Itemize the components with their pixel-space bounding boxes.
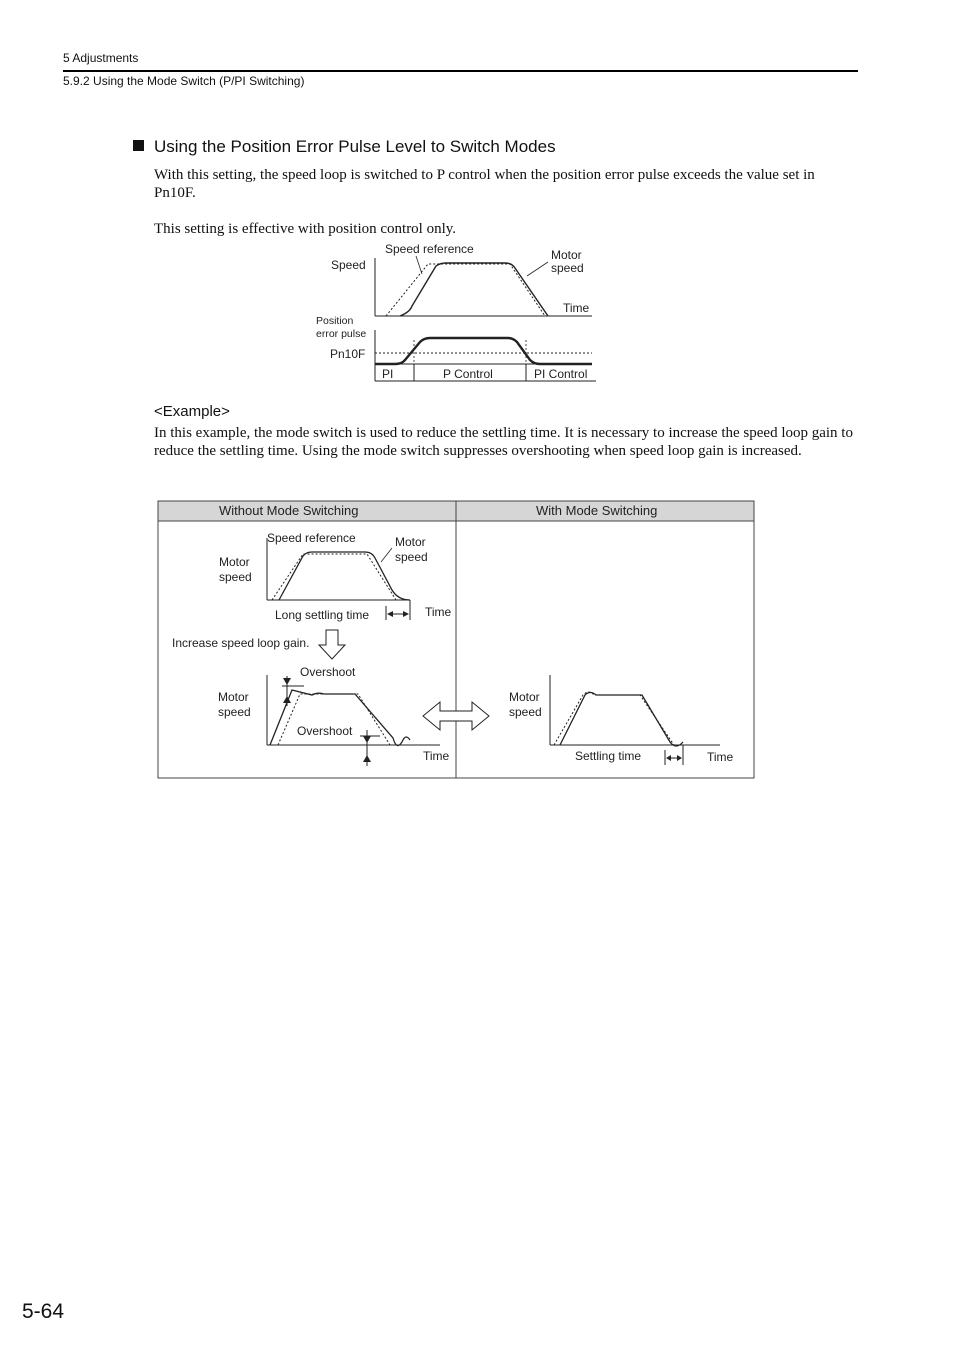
col-without-mode-switching: Without Mode Switching [219,503,359,518]
left1-motor-a: Motor [395,535,426,549]
left2-overshoot-top: Overshoot [300,665,356,679]
fig1-pn10f-label: Pn10F [330,347,366,361]
example-paragraph: In this example, the mode switch is used to reduce the settling time. It is necessary to increase the speed loop gain to reduce the settling time. Using the mode switch suppresses overshooting when speed loop gain is increased. [154,425,853,459]
fig1-speed-reference-label: Speed reference [385,242,474,256]
col-with-mode-switching: With Mode Switching [536,503,658,518]
left1-time: Time [425,605,452,619]
fig1-position-label: Position [316,315,354,327]
left1-motor-b: Motor [219,555,250,569]
fig1-seg-pi-control: PI Control [534,367,588,381]
fig1-motor-label: Motor [551,248,582,262]
right-settling-time: Settling time [575,749,642,763]
section-heading: Using the Position Error Pulse Level to Switch Modes [154,137,556,156]
down-arrow-icon [319,630,345,659]
increase-gain-text: Increase speed loop gain. [172,636,310,650]
paragraph-2: This setting is effective with position control only. [154,221,457,237]
speed-reference-curve [386,264,545,316]
fig1-time-label: Time [563,301,590,315]
left1-long-settling: Long settling time [275,608,370,622]
position-error-curve [375,338,592,364]
left1-speed-b: speed [219,570,252,584]
fig1-speed2-label: speed [551,261,584,275]
right-motor: Motor [509,690,540,704]
right-time: Time [707,750,734,764]
figure-position-error-switching [0,0,954,400]
fig1-seg-p-control: P Control [443,367,493,381]
left1-speed-reference: Speed reference [267,531,356,545]
fig1-speed-label: Speed [331,258,366,272]
example-title: <Example> [154,403,230,420]
left2-time: Time [423,749,450,763]
left2-speed: speed [218,705,251,719]
left2-motor: Motor [218,690,249,704]
left1-speed-a: speed [395,550,428,564]
fig1-error-pulse-label: error pulse [316,328,367,340]
left2-overshoot-bottom: Overshoot [297,724,353,738]
fig1-seg-pi: PI [382,367,394,381]
right-speed: speed [509,705,542,719]
header-section: 5.9.2 Using the Mode Switch (P/PI Switching) [63,74,305,88]
figure-mode-switching-comparison [0,490,954,790]
paragraph-1: With this setting, the speed loop is switched to P control when the position error pulse exceeds the value set in Pn10F. [154,167,815,201]
page-number: 5-64 [22,1300,65,1323]
header-chapter: 5 Adjustments [63,51,139,65]
